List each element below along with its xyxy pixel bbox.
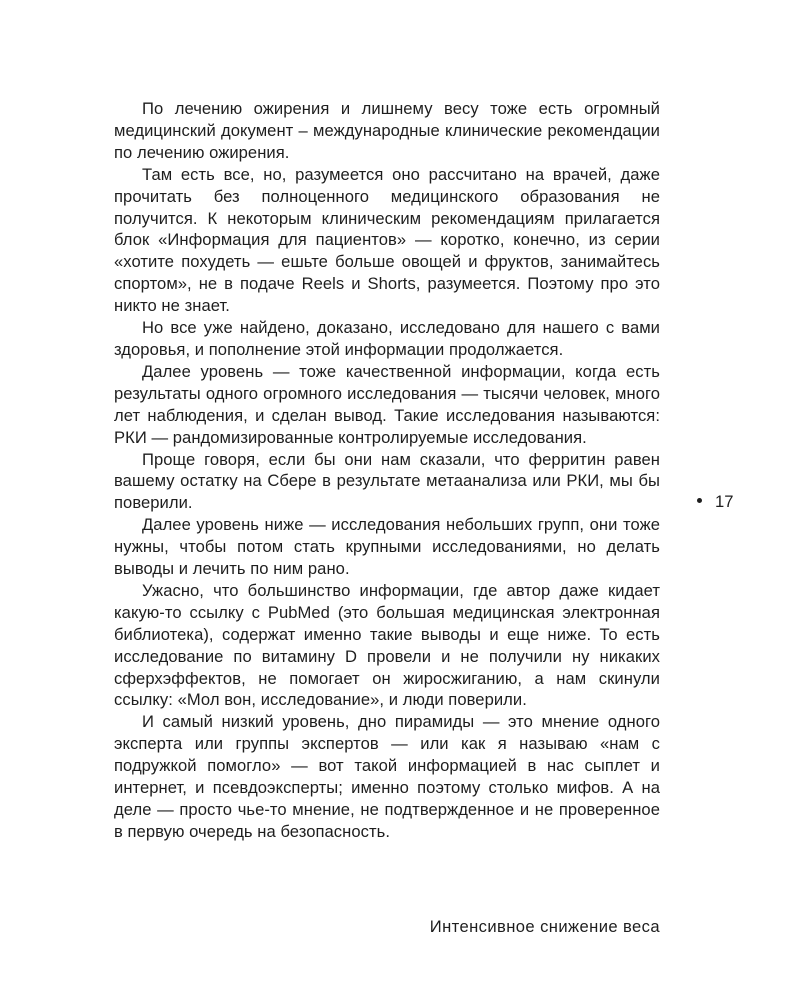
paragraph: Далее уровень — тоже качественной информации, когда есть результаты одного огромного исследования — тысячи человек, много лет наблюдения, и сделан вывод. Такие исследования называются: РКИ — рандомизированные контролируемые исследования. [114,361,660,447]
paragraph: Но все уже найдено, доказано, исследовано для нашего с вами здоровья, и пополнение этой информации продолжается. [114,318,660,359]
paragraph: И самый низкий уровень, дно пирамиды — это мнение одного эксперта или группы экспертов — или как я называю «нам с подружкой помогло» — вот такой информацией в нас сыплет и интернет, и псевдоэксперты; именно поэтому столько мифов. А на деле — просто чье-то мнение, не подтвержденное и не проверенное в первую очередь на безопасность. [114,712,660,841]
paragraph: Там есть все, но, разумеется оно рассчитано на врачей, даже прочитать без полноценного медицинского образования не получится. К некоторым клиническим рекомендациям прилагается блок «Информация для пациентов» — коротко, конечно, из серии «хотите похудеть — ешьте больше овощей и фруктов, занимайтесь спортом», не в подаче Reels и Shorts, разумеется. Поэтому про это никто не знает. [114,164,660,316]
paragraph: Далее уровень ниже — исследования небольших групп, они тоже нужны, чтобы потом стать крупными исследованиями, но делать выводы и лечить по ним рано. [114,515,660,579]
bullet-icon [697,498,702,503]
page-number-text: 17 [715,492,734,511]
running-footer: Интенсивное снижение веса [429,917,660,936]
paragraph: Ужасно, что большинство информации, где автор даже кидает какую-то ссылку с PubMed (это большая медицинская электронная библиотека), содержат именно такие выводы и еще ниже. То есть исследование по витамину D провели и не получили ну никаких сферхэффектов, не помогает он жиросжиганию, а нам скинули ссылку: «Мол вон, исследование», и люди поверили. [114,580,660,710]
page-number [697,491,733,513]
paragraph: Проще говоря, если бы они нам сказали, что ферритин равен вашему остатку на Сбере в результате метаанализа или РКИ, мы бы поверили. [114,449,660,513]
paragraph: По лечению ожирения и лишнему весу тоже есть огромный медицинский документ – международные клинические рекомендации по лечению ожирения. [114,99,660,162]
page-body [114,98,660,843]
